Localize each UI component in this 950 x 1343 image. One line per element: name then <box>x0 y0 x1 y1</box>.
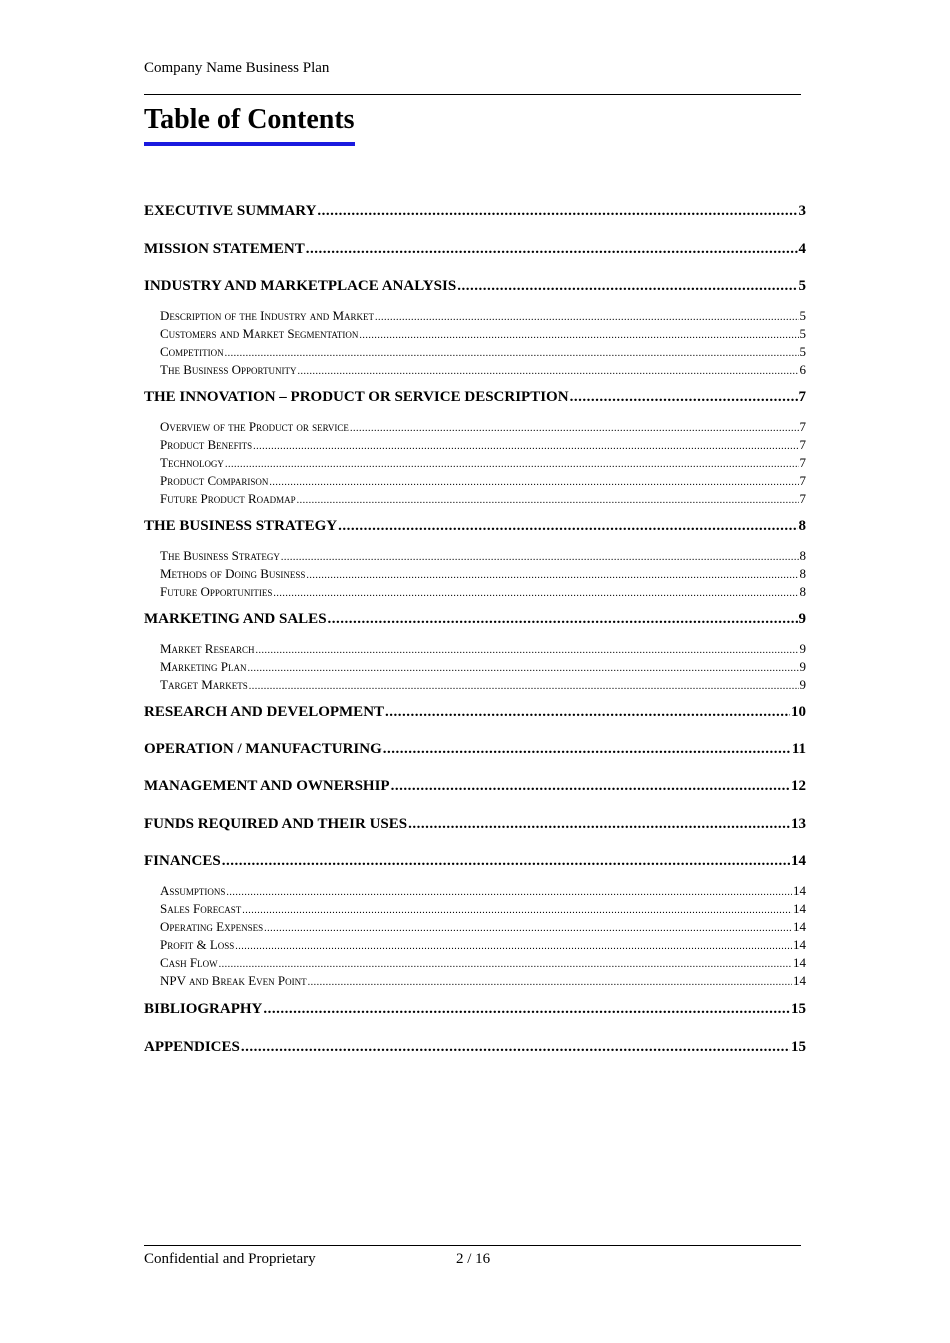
toc-subentry[interactable] <box>144 901 806 919</box>
dot-leader <box>391 778 790 795</box>
toc-subentry[interactable] <box>144 308 806 326</box>
toc-entry-label: Technology <box>160 455 224 470</box>
toc-entry-label: Future Product Roadmap <box>160 491 296 506</box>
toc-subentry[interactable] <box>144 566 806 584</box>
dot-leader <box>308 973 792 989</box>
toc-entry-label: FUNDS REQUIRED AND THEIR USES <box>144 816 408 832</box>
dot-leader <box>226 883 792 899</box>
toc-subentry[interactable] <box>144 473 806 491</box>
toc-page-number: 7 <box>798 389 806 405</box>
toc-page-number: 12 <box>791 778 806 794</box>
toc-entry-label: OPERATION / MANUFACTURING <box>144 741 382 757</box>
toc-subentry[interactable] <box>144 437 806 455</box>
toc-subentry[interactable] <box>144 641 806 659</box>
toc-subentry[interactable] <box>144 677 806 695</box>
dot-leader <box>219 955 792 971</box>
footer-confidential: Confidential and Proprietary <box>144 1251 316 1267</box>
toc-page-number: 8 <box>799 548 806 563</box>
toc-entry[interactable] <box>144 704 806 724</box>
toc-entry-label: Market Research <box>160 641 255 656</box>
toc-entry-label: Marketing Plan <box>160 659 247 674</box>
toc-entry[interactable] <box>144 278 806 298</box>
dot-leader <box>457 278 797 295</box>
toc-entry-label: Description of the Industry and Market <box>160 308 375 323</box>
toc-entry[interactable] <box>144 241 806 261</box>
toc-page-number: 15 <box>791 1001 806 1017</box>
dot-leader <box>350 419 799 435</box>
toc-entry-label: Profit & Loss <box>160 937 235 952</box>
header-divider <box>144 94 801 95</box>
toc-page-number: 14 <box>793 955 806 970</box>
toc-page-number: 14 <box>791 853 806 869</box>
toc-subentry[interactable] <box>144 455 806 473</box>
toc-page-number: 14 <box>793 973 806 988</box>
toc-subentry[interactable] <box>144 919 806 937</box>
toc-entry-label: APPENDICES <box>144 1039 240 1055</box>
toc-entry-label: Competition <box>160 344 224 359</box>
toc-subentry[interactable] <box>144 659 806 677</box>
toc-entry-label: Product Benefits <box>160 437 253 452</box>
page-title: Table of Contents <box>144 104 355 146</box>
toc-subentry[interactable] <box>144 883 806 901</box>
toc-entry-label: THE INNOVATION – PRODUCT OR SERVICE DESCRIPTION <box>144 389 569 405</box>
dot-leader <box>248 659 799 675</box>
toc-entry-label: INDUSTRY AND MARKETPLACE ANALYSIS <box>144 278 457 294</box>
dot-leader <box>328 611 798 628</box>
toc-page-number: 14 <box>793 937 806 952</box>
toc-page-number: 7 <box>799 419 806 434</box>
toc-page-number: 10 <box>791 704 806 720</box>
toc-entry-label: MANAGEMENT AND OWNERSHIP <box>144 778 390 794</box>
toc-entry-label: Product Comparison <box>160 473 269 488</box>
toc-entry-label: FINANCES <box>144 853 221 869</box>
toc-entry[interactable] <box>144 778 806 798</box>
toc-subentry[interactable] <box>144 937 806 955</box>
toc-entry-label: Methods of Doing Business <box>160 566 306 581</box>
toc-page-number: 13 <box>791 816 806 832</box>
toc-entry-label: The Business Opportunity <box>160 362 297 377</box>
toc-subentry[interactable] <box>144 491 806 509</box>
toc-page-number: 5 <box>799 326 806 341</box>
dot-leader <box>281 548 799 564</box>
toc-entry[interactable] <box>144 816 806 836</box>
toc-page-number: 9 <box>799 677 806 692</box>
dot-leader <box>241 1039 790 1056</box>
toc-subentry[interactable] <box>144 326 806 344</box>
toc-entry-label: Target Markets <box>160 677 248 692</box>
toc-subentry[interactable] <box>144 584 806 602</box>
toc-page-number: 9 <box>799 659 806 674</box>
toc-subentry[interactable] <box>144 955 806 973</box>
toc-page-number: 9 <box>799 641 806 656</box>
dot-leader <box>222 853 790 870</box>
toc-entry-label: EXECUTIVE SUMMARY <box>144 203 317 219</box>
toc-page-number: 6 <box>799 362 806 377</box>
dot-leader <box>375 308 798 324</box>
dot-leader <box>249 677 799 693</box>
dot-leader <box>269 473 798 489</box>
toc-page-number: 7 <box>799 437 806 452</box>
dot-leader <box>263 1001 790 1018</box>
toc-page-number: 3 <box>798 203 806 219</box>
toc-entry-label: Cash Flow <box>160 955 218 970</box>
toc-page-number: 4 <box>798 241 806 257</box>
toc-page-number: 11 <box>791 741 806 757</box>
toc-page-number: 15 <box>791 1039 806 1055</box>
toc-page-number: 5 <box>799 344 806 359</box>
toc-page-number: 7 <box>799 455 806 470</box>
dot-leader <box>253 437 798 453</box>
toc-entry-label: NPV and Break Even Point <box>160 973 307 988</box>
dot-leader <box>317 203 797 220</box>
toc-entry-label: THE BUSINESS STRATEGY <box>144 518 338 534</box>
dot-leader <box>306 241 798 258</box>
dot-leader <box>273 584 798 600</box>
dot-leader <box>306 566 798 582</box>
toc-entry[interactable] <box>144 611 806 631</box>
dot-leader <box>338 518 797 535</box>
toc-page-number: 9 <box>798 611 806 627</box>
dot-leader <box>570 389 798 406</box>
toc-page-number: 7 <box>799 473 806 488</box>
footer-page-indicator: 2 / 16 <box>456 1251 491 1267</box>
footer-divider <box>144 1245 801 1246</box>
toc-subentry[interactable] <box>144 362 806 380</box>
toc-page-number: 5 <box>799 308 806 323</box>
toc-entry[interactable] <box>144 389 806 409</box>
toc-subentry[interactable] <box>144 419 806 437</box>
toc-entry-label: Future Opportunities <box>160 584 273 599</box>
toc-entry[interactable] <box>144 1039 806 1059</box>
toc-entry-label: Operating Expenses <box>160 919 264 934</box>
dot-leader <box>385 704 790 721</box>
toc-entry-label: Assumptions <box>160 883 226 898</box>
toc-page-number: 8 <box>798 518 806 534</box>
toc-page-number: 14 <box>793 901 806 916</box>
dot-leader <box>297 491 799 507</box>
toc-page-number: 14 <box>793 919 806 934</box>
toc-entry-label: RESEARCH AND DEVELOPMENT <box>144 704 385 720</box>
dot-leader <box>225 455 799 471</box>
toc-entry-label: MARKETING AND SALES <box>144 611 327 627</box>
toc-entry-label: BIBLIOGRAPHY <box>144 1001 263 1017</box>
toc-page-number: 8 <box>799 566 806 581</box>
dot-leader <box>225 344 799 360</box>
toc-subentry[interactable] <box>144 548 806 566</box>
dot-leader <box>359 326 798 342</box>
dot-leader <box>383 741 791 758</box>
toc-entry-label: Overview of the Product or service <box>160 419 349 434</box>
toc-entry-label: The Business Strategy <box>160 548 280 563</box>
toc-entry[interactable] <box>144 853 806 873</box>
toc-page-number: 14 <box>793 883 806 898</box>
toc-page-number: 5 <box>798 278 806 294</box>
dot-leader <box>297 362 798 378</box>
toc-entry[interactable] <box>144 1001 806 1021</box>
dot-leader <box>264 919 792 935</box>
running-header: Company Name Business Plan <box>144 60 330 76</box>
toc-subentry[interactable] <box>144 973 806 991</box>
dot-leader <box>255 641 798 657</box>
dot-leader <box>242 901 792 917</box>
toc-entry[interactable] <box>144 518 806 538</box>
toc-entry[interactable] <box>144 741 806 761</box>
toc-subentry[interactable] <box>144 344 806 362</box>
toc-page-number: 8 <box>799 584 806 599</box>
dot-leader <box>408 816 790 833</box>
toc-entry-label: MISSION STATEMENT <box>144 241 305 257</box>
toc-entry-label: Customers and Market Segmentation <box>160 326 359 341</box>
toc-page-number: 7 <box>799 491 806 506</box>
toc-entry-label: Sales Forecast <box>160 901 242 916</box>
toc-entry[interactable] <box>144 203 806 223</box>
dot-leader <box>235 937 792 953</box>
